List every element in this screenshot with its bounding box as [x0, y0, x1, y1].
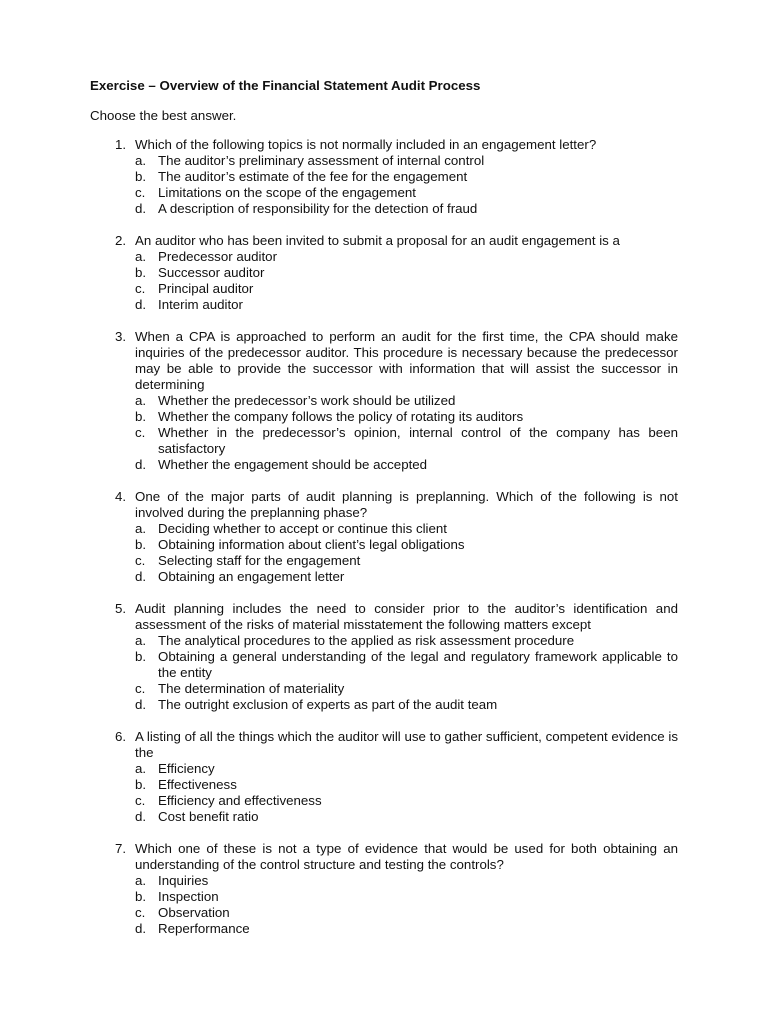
answer-option	[90, 457, 678, 473]
option-letter: c.	[135, 905, 146, 920]
option-text: Whether the company follows the policy of rotating its auditors	[158, 409, 524, 424]
option-text: The auditor’s estimate of the fee for the engagement	[158, 169, 468, 184]
answer-option	[90, 761, 678, 777]
instruction-text: Choose the best answer.	[90, 108, 237, 123]
option-text: The determination of materiality	[158, 681, 345, 696]
answer-option	[90, 537, 678, 553]
option-text: Observation	[158, 905, 230, 920]
option-letter: d.	[135, 201, 147, 216]
option-text: Interim auditor	[158, 297, 243, 312]
option-letter: b.	[135, 537, 147, 552]
answer-option	[90, 393, 678, 409]
question-text: Audit planning includes the need to consider prior to the auditor’s identification and assessment of the risks of material misstatement the following matters except	[135, 601, 678, 632]
answer-option	[90, 185, 678, 201]
answer-option	[90, 249, 678, 265]
answer-option	[90, 793, 678, 809]
option-letter: d.	[135, 457, 147, 472]
question-text: When a CPA is approached to perform an audit for the first time, the CPA should make inquiries of the predecessor auditor. This procedure is necessary because the predecessor may be able to provide the successor with information that will assist the successor in determining	[135, 329, 678, 392]
answer-option	[90, 409, 678, 425]
option-letter: d.	[135, 921, 147, 936]
option-text: The outright exclusion of experts as part of the audit team	[158, 697, 498, 712]
option-letter: c.	[135, 185, 146, 200]
answer-option	[90, 425, 678, 457]
answer-option	[90, 777, 678, 793]
question-number: 7.	[115, 841, 127, 856]
question-number: 1.	[115, 137, 127, 152]
option-letter: d.	[135, 569, 147, 584]
option-letter: a.	[135, 873, 147, 888]
answer-options	[90, 393, 678, 473]
option-letter: b.	[135, 409, 147, 424]
answer-option	[90, 681, 678, 697]
answer-options	[90, 761, 678, 825]
option-letter: a.	[135, 393, 147, 408]
answer-option	[90, 889, 678, 905]
question-row	[90, 841, 678, 873]
answer-option	[90, 905, 678, 921]
answer-option	[90, 201, 678, 217]
question-number-cell	[90, 601, 135, 633]
question-item	[90, 233, 678, 313]
option-text: The auditor’s preliminary assessment of internal control	[158, 153, 485, 168]
option-text: Obtaining information about client’s legal obligations	[158, 537, 465, 552]
option-text: Limitations on the scope of the engagement	[158, 185, 416, 200]
question-text: Which of the following topics is not normally included in an engagement letter?	[135, 137, 597, 152]
option-text: Deciding whether to accept or continue this client	[158, 521, 447, 536]
option-text: Obtaining an engagement letter	[158, 569, 345, 584]
option-letter: b.	[135, 649, 147, 664]
answer-option	[90, 697, 678, 713]
answer-options	[90, 153, 678, 217]
question-item	[90, 137, 678, 217]
answer-option	[90, 633, 678, 649]
option-letter: c.	[135, 681, 146, 696]
question-number: 2.	[115, 233, 127, 248]
question-text: An auditor who has been invited to submit a proposal for an audit engagement is a	[135, 233, 620, 248]
answer-option	[90, 649, 678, 681]
option-letter: b.	[135, 777, 147, 792]
answer-option	[90, 169, 678, 185]
question-row	[90, 489, 678, 521]
option-text: Reperformance	[158, 921, 250, 936]
option-letter: d.	[135, 809, 147, 824]
option-letter: a.	[135, 521, 147, 536]
answer-option	[90, 297, 678, 313]
option-letter: c.	[135, 553, 146, 568]
option-letter: b.	[135, 169, 147, 184]
answer-options	[90, 873, 678, 937]
option-text: Inquiries	[158, 873, 209, 888]
option-letter: a.	[135, 761, 147, 776]
question-item	[90, 729, 678, 825]
option-text: Whether the engagement should be accepted	[158, 457, 428, 472]
option-text: Efficiency and effectiveness	[158, 793, 322, 808]
question-row	[90, 601, 678, 633]
question-row	[90, 729, 678, 761]
option-text: Whether the predecessor’s work should be utilized	[158, 393, 456, 408]
question-number: 3.	[115, 329, 127, 344]
question-row	[90, 233, 678, 249]
question-item	[90, 329, 678, 473]
answer-option	[90, 809, 678, 825]
option-text: Cost benefit ratio	[158, 809, 259, 824]
answer-option	[90, 281, 678, 297]
page-title: Exercise – Overview of the Financial Statement Audit Process	[90, 78, 481, 93]
option-text: A description of responsibility for the detection of fraud	[158, 201, 478, 216]
option-text: Obtaining a general understanding of the legal and regulatory framework applicable to the entity	[158, 649, 678, 680]
option-text: Predecessor auditor	[158, 249, 277, 264]
question-row	[90, 329, 678, 393]
answer-option	[90, 153, 678, 169]
option-letter: c.	[135, 281, 146, 296]
option-letter: a.	[135, 249, 147, 264]
answer-option	[90, 521, 678, 537]
option-letter: a.	[135, 633, 147, 648]
question-text: A listing of all the things which the auditor will use to gather sufficient, competent evidence is the	[135, 729, 678, 760]
question-number-cell	[90, 233, 135, 249]
answer-options	[90, 521, 678, 585]
answer-option	[90, 265, 678, 281]
question-item	[90, 601, 678, 713]
question-number-cell	[90, 329, 135, 393]
question-number-cell	[90, 729, 135, 761]
question-number: 6.	[115, 729, 127, 744]
answer-option	[90, 553, 678, 569]
question-number: 4.	[115, 489, 127, 504]
option-text: Whether in the predecessor’s opinion, internal control of the company has been satisfactory	[158, 425, 678, 456]
question-text: Which one of these is not a type of evidence that would be used for both obtaining an understanding of the control structure and testing the controls?	[135, 841, 678, 872]
option-text: Inspection	[158, 889, 219, 904]
question-list	[90, 137, 678, 937]
option-text: Efficiency	[158, 761, 215, 776]
option-text: Successor auditor	[158, 265, 265, 280]
option-letter: b.	[135, 889, 147, 904]
option-letter: a.	[135, 153, 147, 168]
answer-option	[90, 921, 678, 937]
option-letter: d.	[135, 297, 147, 312]
option-text: Selecting staff for the engagement	[158, 553, 361, 568]
answer-option	[90, 873, 678, 889]
option-text: Effectiveness	[158, 777, 237, 792]
answer-options	[90, 249, 678, 313]
question-number-cell	[90, 489, 135, 521]
answer-option	[90, 569, 678, 585]
option-letter: d.	[135, 697, 147, 712]
option-letter: c.	[135, 793, 146, 808]
question-item	[90, 489, 678, 585]
option-text: The analytical procedures to the applied as risk assessment procedure	[158, 633, 575, 648]
answer-options	[90, 633, 678, 713]
question-number: 5.	[115, 601, 127, 616]
option-letter: c.	[135, 425, 146, 440]
option-letter: b.	[135, 265, 147, 280]
question-number-cell	[90, 841, 135, 873]
option-text: Principal auditor	[158, 281, 254, 296]
question-number-cell	[90, 137, 135, 153]
question-item	[90, 841, 678, 937]
question-row	[90, 137, 678, 153]
question-text: One of the major parts of audit planning is preplanning. Which of the following is not involved during the preplanning phase?	[135, 489, 678, 520]
